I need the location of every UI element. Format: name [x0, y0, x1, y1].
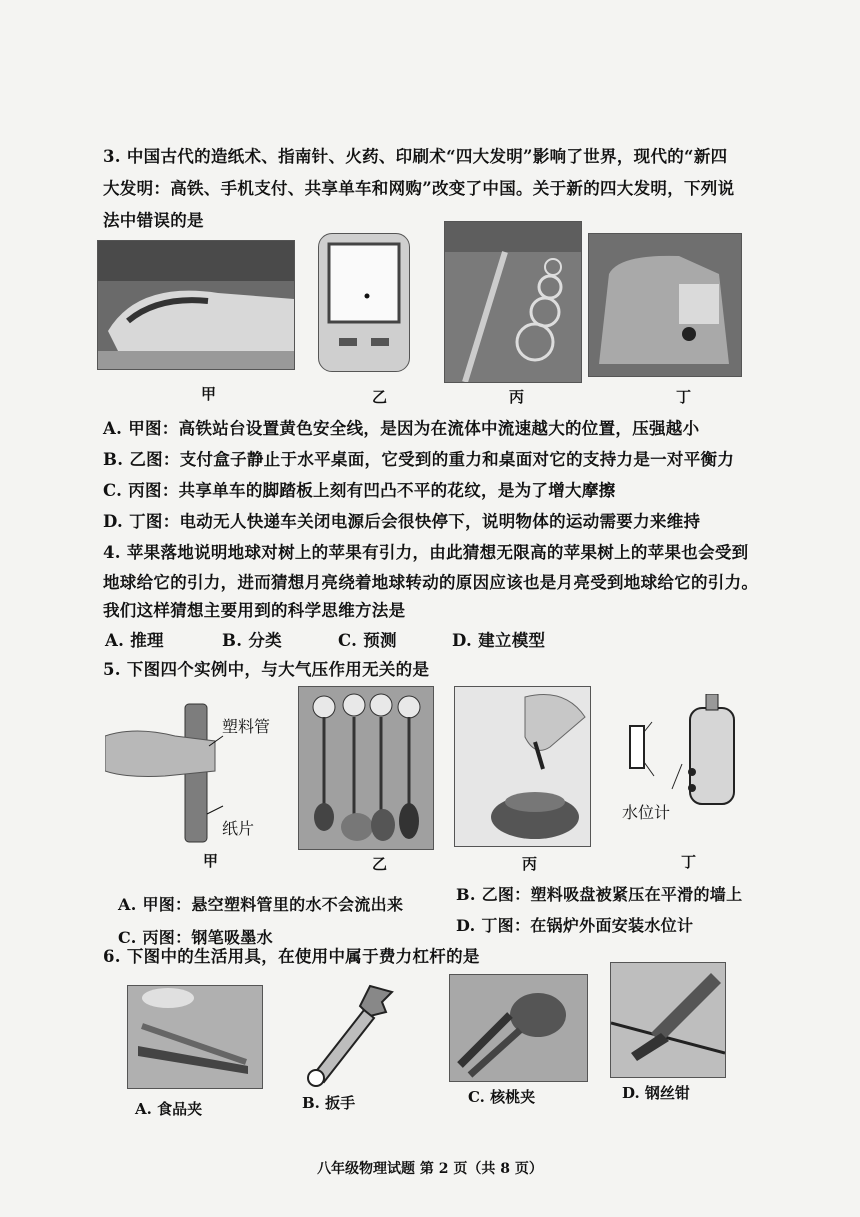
- q5-stem: 5. 下图四个实例中，与大气压作用无关的是: [103, 660, 430, 679]
- q3-option-c: C. 丙图：共享单车的脚踏板上刻有凹凸不平的花纹，是为了增大摩擦: [103, 481, 616, 500]
- q4-option-c: C. 预测: [338, 631, 397, 650]
- q3-option-b: B. 乙图：支付盒子静止于水平桌面，它受到的重力和桌面对它的支持力是一对平衡力: [103, 450, 735, 469]
- q4-option-b: B. 分类: [222, 631, 282, 650]
- q5-option-a: A. 甲图：悬空塑料管里的水不会流出来: [118, 895, 404, 914]
- q5-caption-ding: 丁: [681, 853, 697, 871]
- q3-stem-line-3: 法中错误的是: [103, 211, 204, 230]
- q3-option-a: A. 甲图：高铁站台设置黄色安全线，是因为在流体中流速越大的位置，压强越小: [103, 419, 700, 438]
- q6-stem: 6. 下图中的生活用具，在使用中属于费力杠杆的是: [103, 947, 480, 966]
- page-footer: 八年级物理试题 第 2 页（共 8 页）: [317, 1161, 543, 1177]
- q6-caption-b-wrench: B. 扳手: [302, 1094, 356, 1112]
- q4-option-d: D. 建立模型: [452, 631, 546, 650]
- q4-stem-line-2: 地球给它的引力，进而猜想月亮绕着地球转动的原因应该也是月亮受到地球给它的引力。: [103, 573, 759, 592]
- q5-label-water-gauge: 水位计: [622, 803, 671, 822]
- q6-figure-wrench: [298, 982, 398, 1092]
- q5-label-paper-card: 纸片: [222, 819, 255, 838]
- q5-photo-suction-hooks: [298, 686, 434, 850]
- q6-caption-d-wire-pliers: D. 钢丝钳: [622, 1084, 690, 1102]
- q4-option-a: A. 推理: [105, 631, 164, 650]
- q4-stem-line-3: 我们这样猜想主要用到的科学思维方法是: [103, 601, 406, 620]
- q5-label-plastic-tube: 塑料管: [222, 717, 271, 736]
- q4-stem-line-1: 4. 苹果落地说明地球对树上的苹果有引力，由此猜想无限高的苹果树上的苹果也会受到: [103, 543, 749, 562]
- q5-figure-boiler-water-gauge: [622, 694, 744, 810]
- q3-photo-shared-bikes: [444, 221, 582, 383]
- q5-option-d: D. 丁图：在锅炉外面安装水位计: [456, 916, 694, 935]
- q3-caption-ding: 丁: [676, 388, 692, 406]
- q3-photo-high-speed-train: [97, 240, 295, 370]
- q6-photo-nutcracker: [449, 974, 588, 1082]
- q5-caption-bing: 丙: [522, 855, 538, 873]
- q3-caption-yi: 乙: [372, 388, 388, 406]
- q5-photo-fountain-pen-ink: [454, 686, 591, 847]
- q3-stem-line-1: 3. 中国古代的造纸术、指南针、火药、印刷术“四大发明”影响了世界，现代的“新四: [103, 147, 728, 166]
- q3-stem-line-2: 大发明：高铁、手机支付、共享单车和网购”改变了中国。关于新的四大发明，下列说: [103, 179, 735, 198]
- q3-caption-jia: 甲: [201, 385, 217, 403]
- q3-photo-payment-box: [318, 233, 410, 372]
- q3-caption-bing: 丙: [509, 388, 525, 406]
- q6-caption-c-nutcracker: C. 核桃夹: [468, 1088, 536, 1106]
- q6-photo-wire-pliers: [610, 962, 726, 1078]
- q6-caption-a-food-tongs: A. 食品夹: [135, 1100, 203, 1118]
- q3-photo-delivery-vehicle: [588, 233, 742, 377]
- q5-caption-yi: 乙: [372, 855, 388, 873]
- q5-option-b: B. 乙图：塑料吸盘被紧压在平滑的墙上: [456, 885, 743, 904]
- q5-caption-jia: 甲: [203, 852, 219, 870]
- q6-photo-food-tongs: [127, 985, 263, 1089]
- q3-option-d: D. 丁图：电动无人快递车关闭电源后会很快停下，说明物体的运动需要力来维持: [103, 512, 701, 531]
- q5-option-c: C. 丙图：钢笔吸墨水: [118, 928, 273, 947]
